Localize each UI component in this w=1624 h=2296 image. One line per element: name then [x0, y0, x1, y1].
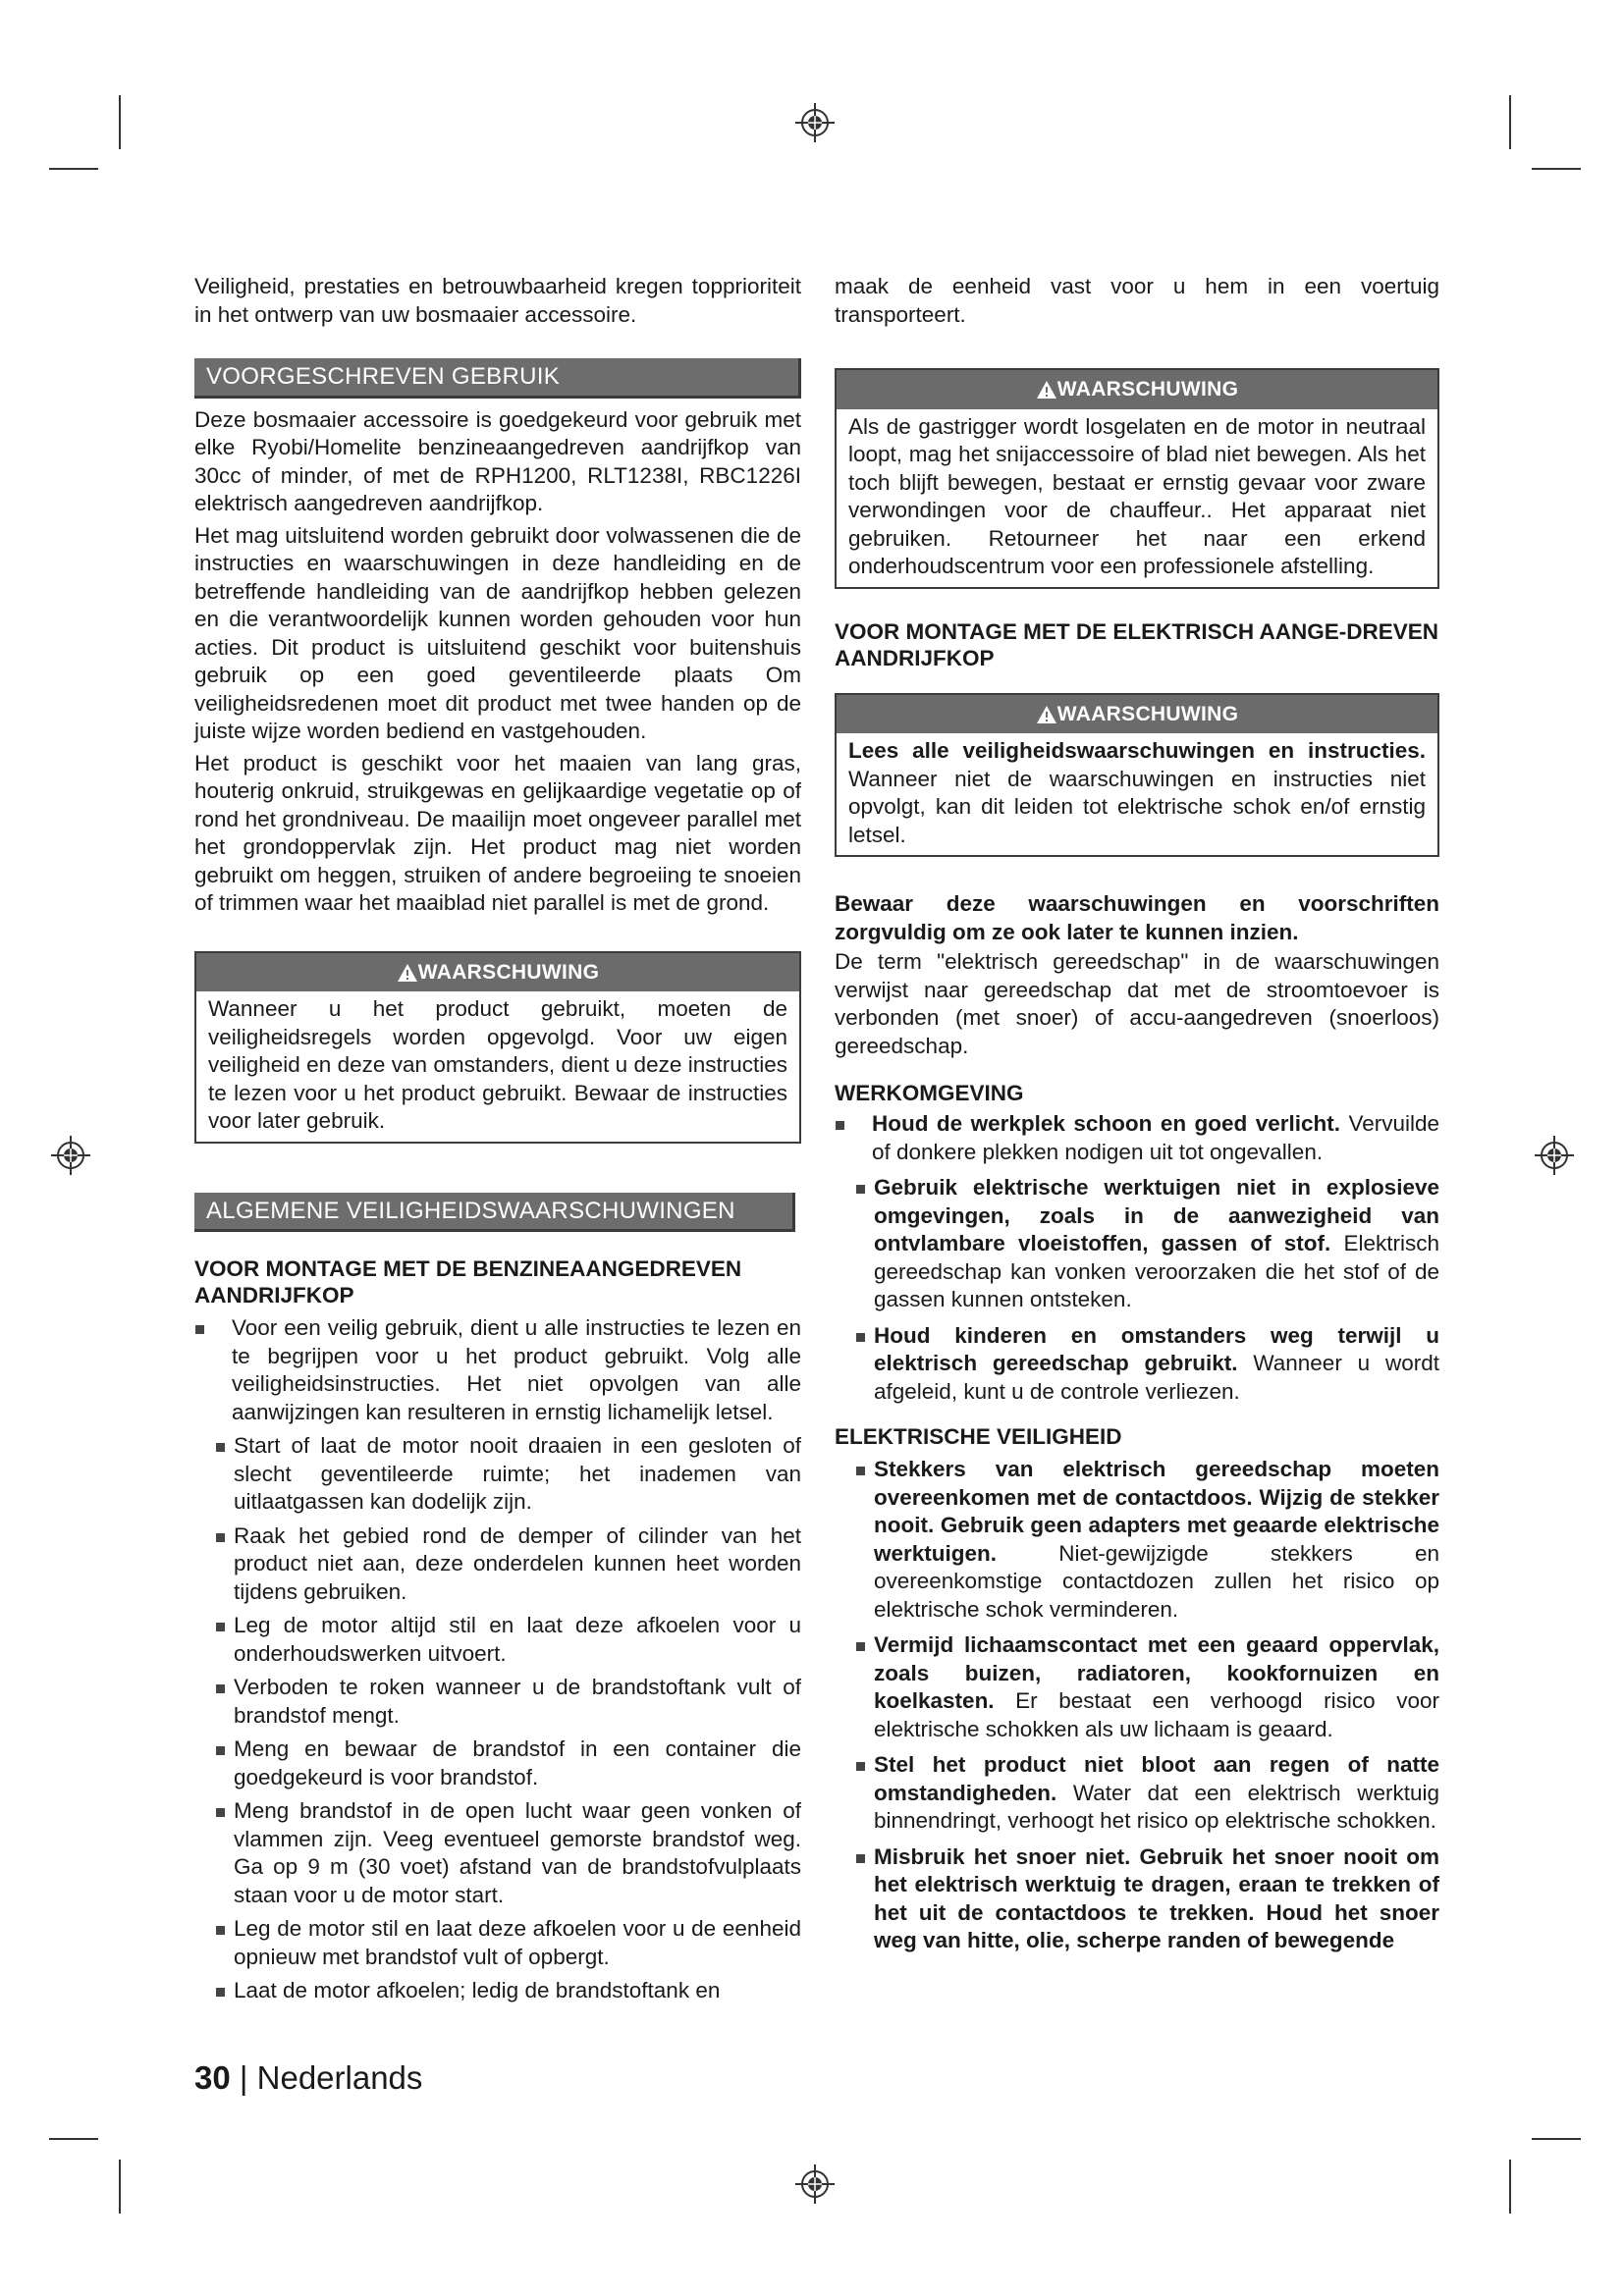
registration-mark-top-icon: [793, 101, 837, 144]
intro-paragraph: Veiligheid, prestaties en betrouwbaarheid kregen topprioriteit in het ontwerp van uw bosmaaier accessoire.: [194, 274, 801, 327]
warning-box-electric: [835, 693, 1439, 858]
list-item: Raak het gebied rond de demper of cilinder van het product niet aan, deze onderdelen kunnen heet worden tijdens gebruiken.: [194, 1522, 801, 1607]
list-item: Gebruik elektrische werktuigen niet in explosieve omgevingen, zoals in de aanwezigheid van ontvlambare vloeistoffen, gassen of stof. Elektrisch gereedschap kan vonken veroorzaken die het stof of de gassen kunnen ontsteken.: [835, 1174, 1439, 1314]
subheading-elektrische-veiligheid: ELEKTRISCHE VEILIGHEID: [835, 1424, 1122, 1449]
left-column: [194, 273, 801, 2005]
warning-title: WAARSCHUWING: [1056, 378, 1239, 400]
page-footer: [194, 2059, 422, 2097]
list-item: Houd kinderen en omstanders weg terwijl u elektrisch gereedschap gebruikt. Wanneer u wordt afgeleid, kunt u de controle verliezen.: [835, 1322, 1439, 1407]
warning-header: [837, 695, 1437, 734]
keep-instructions-bold: Bewaar deze waarschuwingen en voorschriften zorgvuldig om ze ook later te kunnen inzien.: [835, 891, 1439, 944]
list-item: Laat de motor afkoelen; ledig de brandstoftank en: [194, 1977, 801, 2005]
intended-use-paragraph-2: Het mag uitsluitend worden gebruikt door volwassenen die de instructies en waarschuwingen in deze handleiding en de betreffende handleiding van de aandrijfkop hebben gelezen en die verantwoordelijk kunnen worden gehouden voor hun acties. Dit product is uitsluitend geschikt voor buitenshuis gebruik op een goed geventileerde plaats Om veiligheidsredenen moet dit product met twee handen op de juiste wijze worden bediend en vastgehouden.: [194, 522, 801, 743]
subheading-werkomgeving: WERKOMGEVING: [835, 1081, 1024, 1105]
list-item: Leg de motor altijd stil en laat deze afkoelen voor u onderhoudswerken uitvoert.: [194, 1612, 801, 1668]
warning-text: Wanneer niet de waarschuwingen en instructies niet opvolgt, kan dit leiden tot elektrische schok en/of ernstig letsel.: [848, 766, 1426, 847]
intended-use-paragraph-1: Deze bosmaaier accessoire is goedgekeurd voor gebruik met elke Ryobi/Homelite benzineaangedreven aandrijfkop van 30cc of minder, of met de RPH1200, RLT1238I, RBC1226I elektrisch aangedreven aandrijfkop.: [194, 406, 801, 515]
crop-mark-top-left-vertical: [119, 95, 121, 149]
continuation-paragraph: maak de eenheid vast voor u hem in een voertuig transporteert.: [835, 274, 1439, 327]
list-item: Vermijd lichaamscontact met een geaard oppervlak, zoals buizen, radiatoren, kookfornuizen en koelkasten. Er bestaat een verhoogd risico voor elektrische schokken als uw lichaam is geaard.: [835, 1631, 1439, 1743]
list-item: Misbruik het snoer niet. Gebruik het snoer nooit om het elektrisch werktuig te dragen, eraan te trekken of het uit de contactdoos te trekken. Houd het snoer weg van hitte, olie, scherpe randen of bewegende: [835, 1843, 1439, 1955]
list-item: Meng brandstof in de open lucht waar geen vonken of vlammen zijn. Veeg eventueel gemorste brandstof weg. Ga op 9 m (30 voet) afstand van de brandstofvulplaats staan voor u de motor start.: [194, 1797, 801, 1909]
term-definition-paragraph: De term "elektrisch gereedschap" in de waarschuwingen verwijst naar gereedschap dat met de stroomtoevoer is verbonden (met snoer) of accu-aangedreven (snoerloos) gereedschap.: [835, 949, 1439, 1058]
crop-mark-bottom-left-horizontal: [49, 2138, 98, 2140]
warning-box-usage: [194, 951, 801, 1144]
warning-text: Als de gastrigger wordt losgelaten en de motor in neutraal loopt, mag het snijaccessoire of blad niet bewegen. Als het toch blijft bewegen, bestaat er ernstig gevaar voor zware verwondingen voor de chauffeur.. Het apparaat niet gebruiken. Retourneer het naar een erkend onderhoudscentrum voor een professionele afstelling.: [848, 413, 1426, 578]
crop-mark-bottom-left-vertical: [119, 2160, 121, 2214]
warning-triangle-icon: [1036, 380, 1057, 400]
section-title-voorgeschreven-gebruik: VOORGESCHREVEN GEBRUIK: [194, 358, 801, 399]
crop-mark-top-right-vertical: [1509, 95, 1511, 149]
registration-mark-left-icon: [49, 1134, 92, 1177]
crop-mark-top-right-horizontal: [1532, 168, 1581, 170]
registration-mark-right-icon: [1533, 1134, 1576, 1177]
warning-triangle-icon: [1036, 705, 1057, 724]
warning-bold-text: Lees alle veiligheidswaarschuwingen en instructies.: [848, 738, 1426, 763]
list-item: Start of laat de motor nooit draaien in een gesloten of slecht geventileerde ruimte; het inademen van uitlaatgassen kan dodelijk zijn.: [194, 1432, 801, 1517]
page-number: 30: [194, 2059, 231, 2096]
list-item: Leg de motor stil en laat deze afkoelen voor u de eenheid opnieuw met brandstof vult of opbergt.: [194, 1915, 801, 1971]
crop-mark-bottom-right-vertical: [1509, 2160, 1511, 2214]
warning-header: [196, 953, 799, 992]
list-item: Meng en bewaar de brandstof in een container die goedgekeurd is voor brandstof.: [194, 1735, 801, 1791]
warning-title: WAARSCHUWING: [1056, 702, 1239, 725]
footer-language: Nederlands: [256, 2059, 423, 2096]
footer-separator: |: [239, 2059, 248, 2096]
subheading-benzine: VOOR MONTAGE MET DE BENZINEAANGEDREVEN AANDRIJFKOP: [194, 1256, 742, 1308]
warning-header: [837, 370, 1437, 409]
warning-title: WAARSCHUWING: [417, 960, 600, 984]
warning-text: Wanneer u het product gebruikt, moeten de veiligheidsregels worden opgevolgd. Voor uw eigen veiligheid en deze van omstanders, dient u deze instructies te lezen voor u het product gebruikt. Bewaar de instructies voor later gebruik.: [208, 996, 787, 1133]
warning-box-throttle: [835, 368, 1439, 589]
intended-use-paragraph-3: Het product is geschikt voor het maaien van lang gras, houterig onkruid, struikgewas en gelijkaardige vegetatie op of rond het grondniveau. De maailijn moet ongeveer parallel met het grondoppervlak zijn. Het product mag niet worden gebruikt om heggen, struiken of andere begroeiing te snoeien of trimmen waar het maaiblad niet parallel is met de grond.: [194, 750, 801, 915]
subheading-elektrisch: VOOR MONTAGE MET DE ELEKTRISCH AANGE-DREVEN AANDRIJFKOP: [835, 618, 1439, 670]
warning-triangle-icon: [397, 963, 418, 983]
list-item: Voor een veilig gebruik, dient u alle instructies te lezen en te begrijpen voor u het product gebruikt. Volg alle veiligheidsinstructies. Het niet opvolgen van alle aanwijzingen kan resulteren in ernstig lichamelijk letsel.: [194, 1314, 801, 1426]
list-item: Stel het product niet bloot aan regen of natte omstandigheden. Water dat een elektrisch werktuig binnendringt, verhoogt het risico op elektrische schokken.: [835, 1751, 1439, 1836]
right-column: [835, 273, 1439, 1955]
registration-mark-bottom-icon: [793, 2163, 837, 2206]
list-item: Stekkers van elektrisch gereedschap moeten overeenkomen met de contactdoos. Wijzig de stekker nooit. Gebruik geen adapters met geaarde elektrische werktuigen. Niet-gewijzigde stekkers en overeenkomstige contactdozen zullen het risico op elektrische schok verminderen.: [835, 1456, 1439, 1624]
section-title-algemene-veiligheid: ALGEMENE VEILIGHEIDSWAARSCHUWINGEN: [194, 1193, 795, 1233]
crop-mark-bottom-right-horizontal: [1532, 2138, 1581, 2140]
list-item: Verboden te roken wanneer u de brandstoftank vult of brandstof mengt.: [194, 1674, 801, 1730]
crop-mark-top-left-horizontal: [49, 168, 98, 170]
list-item: Houd de werkplek schoon en goed verlicht. Vervuilde of donkere plekken nodigen uit tot ongevallen.: [835, 1110, 1439, 1166]
